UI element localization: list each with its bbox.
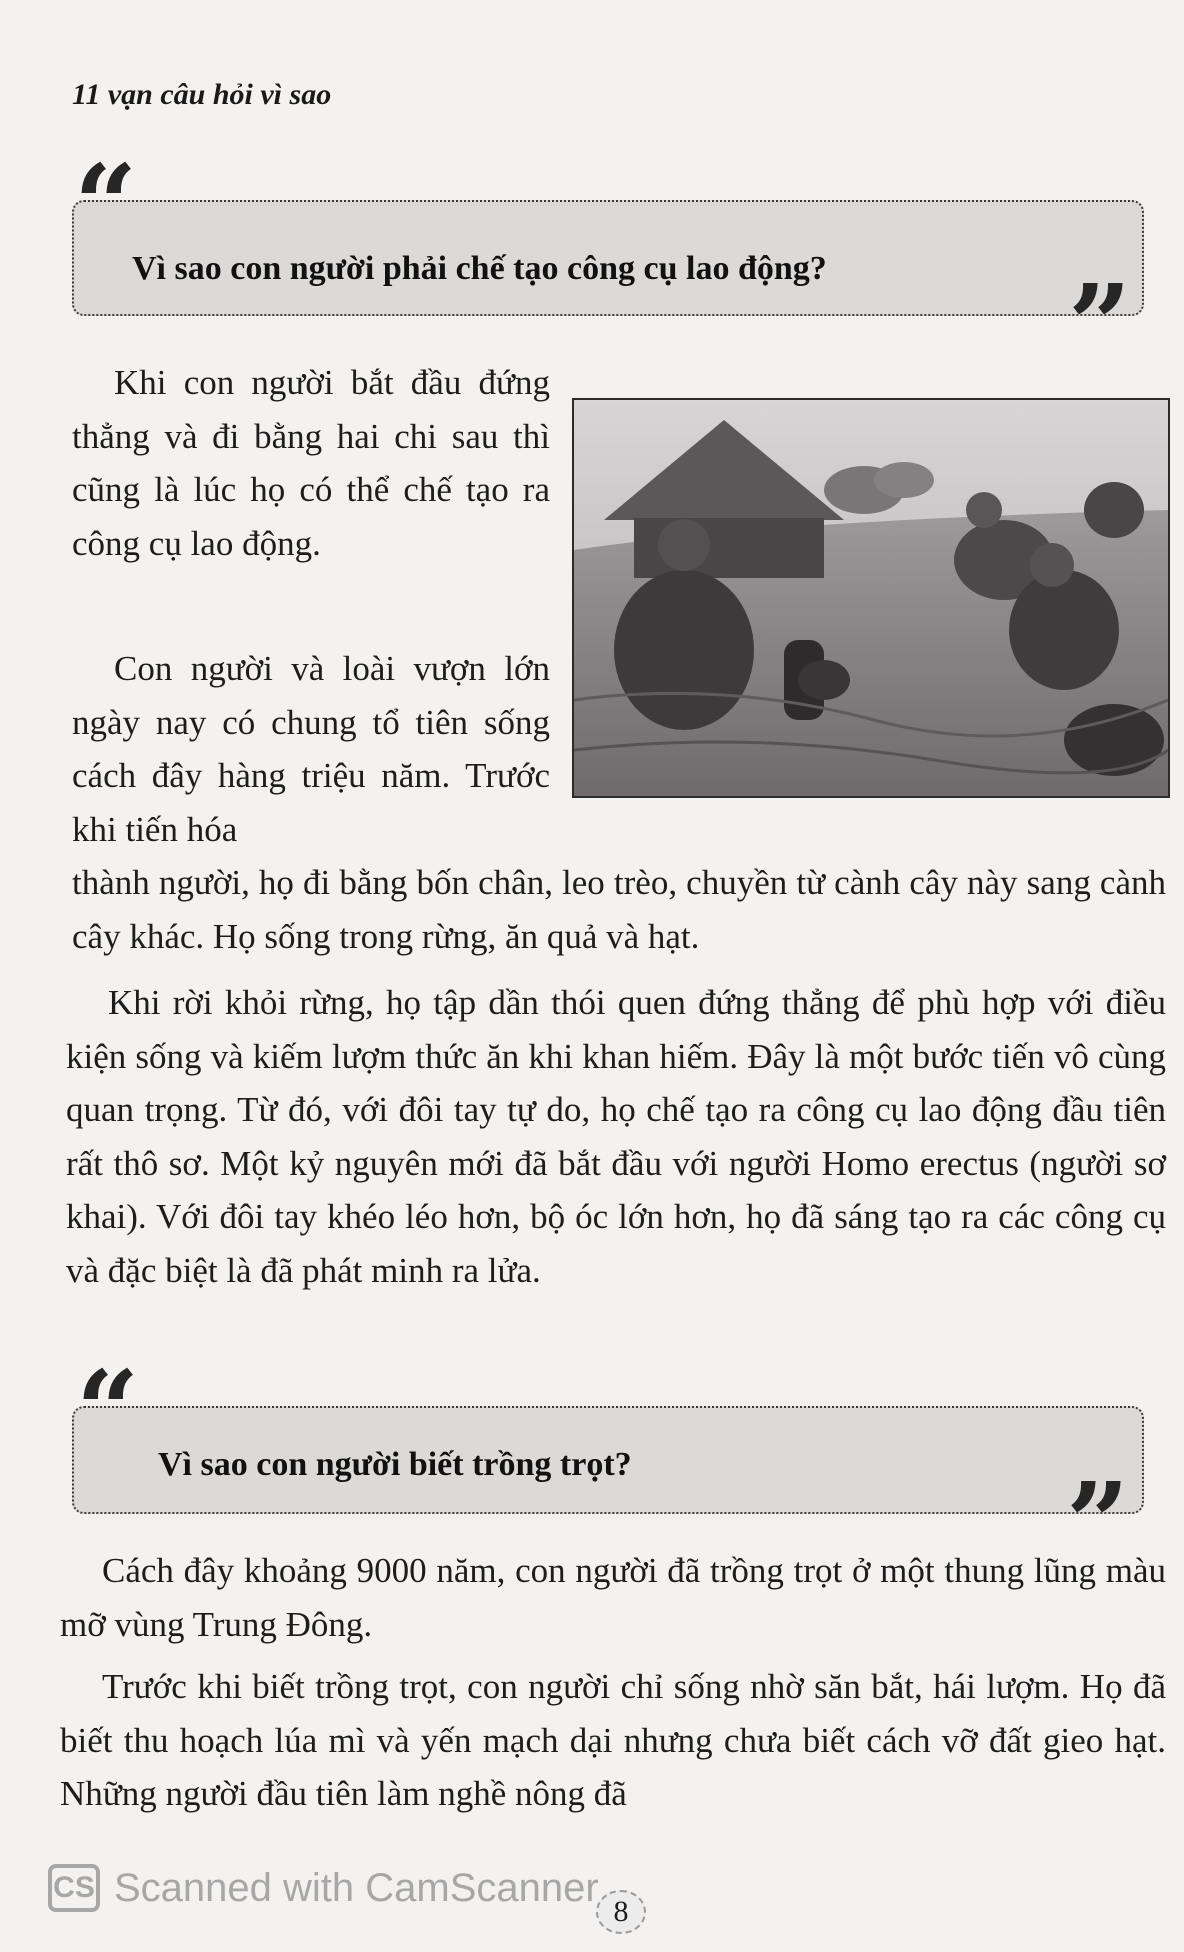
close-quote-mark-2: ” — [1066, 1458, 1130, 1587]
camscanner-logo-icon: CS — [48, 1864, 100, 1912]
paragraph-5: Cách đây khoảng 9000 năm, con người đã trồng trọt ở một thung lũng màu mỡ vùng Trung Đông. — [60, 1551, 1166, 1644]
paragraph-6: Trước khi biết trồng trọt, con người chỉ sống nhờ săn bắt, hái lượm. Họ đã biết thu hoạch lúa mì và yến mạch dại nhưng chưa biết cách vỡ đất gieo hạt. Những người đầu tiên làm nghề nông đã — [60, 1667, 1166, 1813]
question-title-1: Vì sao con người phải chế tạo công cụ lao động? — [132, 250, 827, 287]
running-head: 11 vạn câu hỏi vì sao — [72, 78, 332, 111]
paragraph-4: Khi rời khỏi rừng, họ tập dần thói quen đứng thẳng để phù hợp với điều kiện sống và kiếm lượm thức ăn khi khan hiếm. Đây là một bước tiến vô cùng quan trọng. Từ đó, với đôi tay tự do, họ chế tạo ra công cụ lao động đầu tiên rất thô sơ. Một kỷ nguyên mới đã bắt đầu với người Homo erectus (người sơ khai). Với đôi tay khéo léo hơn, bộ óc lớn hơn, họ đã sáng tạo ra các công cụ và đặc biệt là đã phát minh ra lửa. — [66, 983, 1166, 1290]
camscanner-watermark — [48, 1864, 599, 1912]
scan-text: Scanned with CamScanner — [114, 1865, 599, 1910]
question-title-2: Vì sao con người biết trồng trọt? — [158, 1446, 632, 1483]
paragraph-2: Con người và loài vượn lớn ngày nay có chung tổ tiên sống cách đây hàng triệu năm. Trước khi tiến hóa — [72, 649, 550, 849]
close-quote-mark-1: ” — [1068, 260, 1132, 389]
page-number: 8 — [596, 1890, 646, 1934]
open-quote-mark-1: “ — [74, 140, 138, 269]
prehistoric-people-illustration — [572, 398, 1170, 798]
question-box-1 — [72, 200, 1144, 316]
question-box-2 — [72, 1406, 1144, 1514]
open-quote-mark-2: “ — [76, 1346, 140, 1475]
paragraph-3: thành người, họ đi bằng bốn chân, leo trèo, chuyền từ cành cây này sang cành cây khác. Họ sống trong rừng, ăn quả và hạt. — [72, 863, 1166, 956]
paragraph-1: Khi con người bắt đầu đứng thẳng và đi bằng hai chi sau thì cũng là lúc họ có thể chế tạo ra công cụ lao động. — [72, 363, 550, 563]
